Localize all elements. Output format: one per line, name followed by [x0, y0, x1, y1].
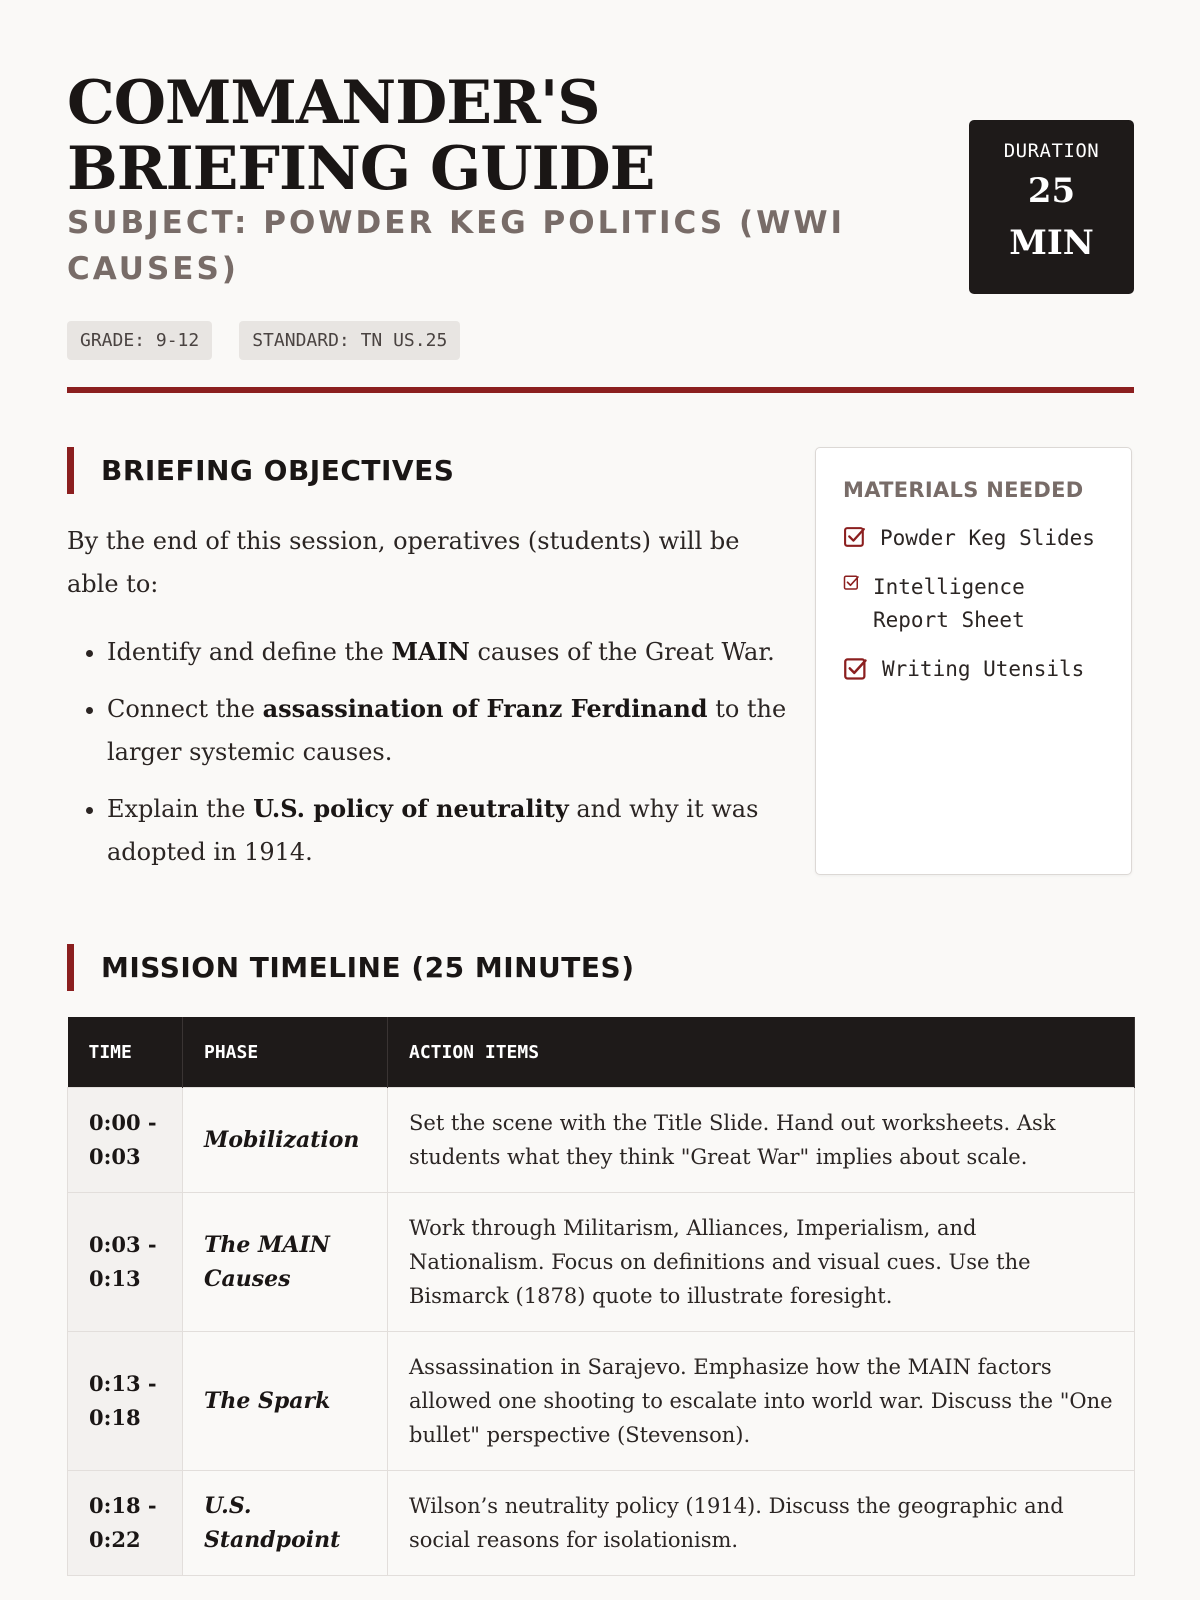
- materials-heading: MATERIALS NEEDED: [843, 478, 1084, 502]
- objectives-intro: By the end of this session, operatives (students) will be able to:: [67, 527, 740, 598]
- action-cell: Wilson’s neutrality policy (1914). Discuss the geographic and social reasons for isolationism.: [388, 1471, 1135, 1576]
- table-row: [68, 1193, 1135, 1332]
- phase-cell: Mobilization: [183, 1088, 388, 1193]
- objectives-list: [67, 630, 807, 887]
- column-header-phase: PHASE: [183, 1017, 388, 1088]
- list-item: • Connect the assassination of Franz Ferdinand to the larger systemic causes.: [107, 687, 807, 774]
- column-header-time: TIME: [68, 1017, 183, 1088]
- phase-cell: The Spark: [183, 1332, 388, 1471]
- column-header-action: ACTION ITEMS: [388, 1017, 1135, 1088]
- table-row: [68, 1332, 1135, 1471]
- materials-card: [815, 447, 1132, 875]
- list-item: • Identify and define the MAIN causes of the Great War.: [107, 630, 807, 674]
- grade-tag: GRADE: 9-12: [67, 321, 212, 360]
- duration-badge: [969, 120, 1134, 294]
- time-cell: 0:03 - 0:13: [68, 1193, 183, 1332]
- phase-cell: U.S. Standpoint: [183, 1471, 388, 1576]
- list-item: • Explain the U.S. policy of neutrality and why it was adopted in 1914.: [107, 787, 807, 874]
- table-row: [68, 1088, 1135, 1193]
- table-row: [68, 1471, 1135, 1576]
- time-cell: 0:18 - 0:22: [68, 1471, 183, 1576]
- standard-tag: STANDARD: TN US.25: [239, 321, 460, 360]
- checkbox-checked-icon: [843, 574, 861, 596]
- material-item: [843, 653, 1104, 687]
- checkbox-checked-icon: [843, 525, 868, 554]
- duration-value: 25: [1027, 171, 1076, 211]
- material-item: [843, 571, 1104, 637]
- duration-unit: MIN: [1009, 223, 1094, 263]
- objectives-heading: BRIEFING OBJECTIVES: [67, 447, 454, 494]
- timeline-heading: MISSION TIMELINE (25 MINUTES): [67, 944, 634, 991]
- header-divider: [67, 387, 1134, 393]
- page-subtitle: SUBJECT: POWDER KEG POLITICS (WWI CAUSES): [67, 205, 846, 287]
- timeline-table: [67, 1017, 1135, 1576]
- tag-list: [67, 321, 460, 360]
- duration-label: DURATION: [1003, 140, 1100, 162]
- material-label: Intelligence Report Sheet: [873, 575, 1025, 632]
- action-cell: Set the scene with the Title Slide. Hand out worksheets. Ask students what they think "Great War" implies about scale.: [388, 1088, 1135, 1193]
- checkbox-checked-icon: [843, 656, 870, 687]
- material-item: [843, 522, 1104, 555]
- action-cell: Assassination in Sarajevo. Emphasize how the MAIN factors allowed one shooting to escalate into world war. Discuss the "One bullet" perspective (Stevenson).: [388, 1332, 1135, 1471]
- action-cell: Work through Militarism, Alliances, Imperialism, and Nationalism. Focus on definitions and visual cues. Use the Bismarck (1878) quote to illustrate foresight.: [388, 1193, 1135, 1332]
- material-label: Writing Utensils: [882, 657, 1085, 681]
- phase-cell: The MAIN Causes: [183, 1193, 388, 1332]
- time-cell: 0:13 - 0:18: [68, 1332, 183, 1471]
- material-label: Powder Keg Slides: [880, 526, 1095, 550]
- table-header-row: [68, 1017, 1135, 1088]
- time-cell: 0:00 - 0:03: [68, 1088, 183, 1193]
- page-title: COMMANDER'S BRIEFING GUIDE: [67, 68, 655, 204]
